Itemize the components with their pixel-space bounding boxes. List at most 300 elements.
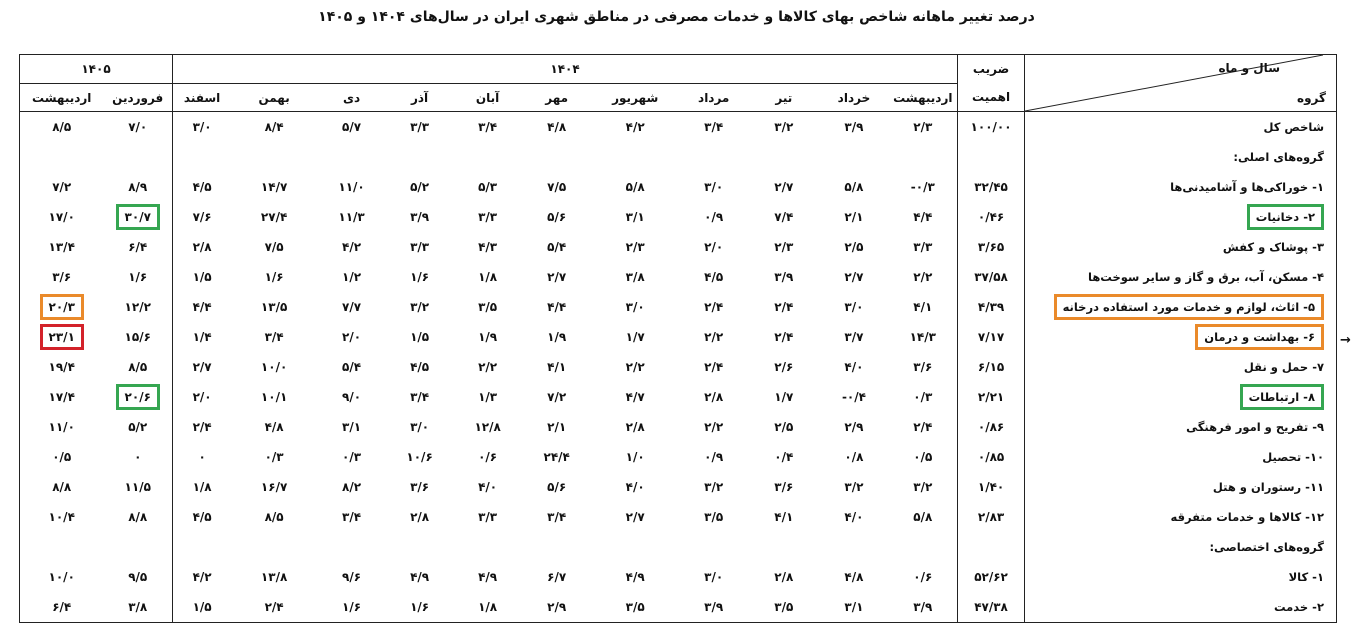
weight-cell: [958, 532, 1025, 562]
table-row: [20, 112, 1337, 143]
value-cell-1405: [103, 382, 172, 412]
row-label-cell: [1025, 442, 1337, 472]
value-cell-1404: ۲/۷: [844, 270, 864, 284]
weight-header-2: اهمیت: [958, 84, 1025, 112]
value-cell-1404: [231, 142, 317, 172]
value-cell-1404: ۳/۳: [410, 240, 430, 254]
value-cell-1404: ۳/۵: [774, 600, 794, 614]
value-cell-1404: ۳/۰: [625, 300, 645, 314]
value-cell-1405: ۹/۵: [128, 570, 148, 584]
value-cell-1404: ۱/۷: [625, 330, 645, 344]
value-cell-1404: ۵/۷: [342, 120, 362, 134]
value-cell-1405: ۸/۵: [128, 360, 148, 374]
value-cell-1404: ۷/۶: [173, 202, 232, 232]
row-label: ۱۰- تحصیل: [1262, 450, 1324, 464]
value-cell-1404: ۱/۶: [410, 600, 430, 614]
month-header-1404: بهمن: [231, 84, 317, 112]
value-cell-1405: ۱۰/۴: [48, 510, 75, 524]
value-cell-1405: [20, 322, 104, 352]
value-cell-1404: ۵/۸: [844, 180, 864, 194]
value-cell-1404: ۴/۳: [478, 240, 498, 254]
value-cell-1404: ۳/۹: [913, 600, 933, 614]
value-cell-1404: [888, 532, 957, 562]
value-cell-1404: ۴/۱: [913, 300, 933, 314]
value-cell-1404: ۳/۵: [704, 510, 724, 524]
value-cell-1404: ۶/۷: [547, 570, 567, 584]
value-cell-1404: ۱۱/۰: [338, 180, 365, 194]
value-cell-1404: ۳/۰: [173, 112, 232, 143]
table-row: [20, 592, 1337, 623]
row-label: ۱۲- کالاها و خدمات متفرقه: [1170, 510, 1324, 524]
value-cell-1404: ۴/۰: [478, 480, 498, 494]
value-cell-1404: ۷/۲: [547, 390, 567, 404]
month-header-1404: شهریور: [591, 84, 679, 112]
value-cell-1404: ۳/۳: [478, 210, 498, 224]
row-label: ۲- خدمت: [1273, 600, 1324, 614]
value-cell-1404: ۴/۱: [547, 360, 567, 374]
value-cell-1404: ۰/۸: [844, 450, 864, 464]
value-cell-1404: ۵/۶: [547, 480, 567, 494]
value-cell-1404: ۴/۲: [625, 120, 645, 134]
value-cell-1404: ۱۳/۸: [260, 570, 288, 584]
value-cell-1404: ۰/۳-: [910, 180, 935, 194]
value-cell-1404: ۱/۸: [173, 472, 232, 502]
month-header-1404: مهر: [522, 84, 591, 112]
highlighted-value: ۲۰/۳: [40, 294, 84, 320]
row-label-cell: [1025, 322, 1337, 352]
weight-cell: ۴۷/۳۸: [958, 592, 1025, 623]
value-cell-1404: ۳/۲: [410, 300, 430, 314]
value-cell-1405: ۷/۰: [128, 120, 148, 134]
row-label-cell: [1025, 232, 1337, 262]
value-cell-1404: ۳/۴: [264, 330, 284, 344]
value-cell-1404: ۴/۰: [844, 360, 864, 374]
value-cell-1404: [591, 142, 679, 172]
row-label: ۴- مسکن، آب، برق و گاز و سایر سوخت‌ها: [1088, 270, 1324, 284]
value-cell-1404: ۵/۲: [410, 180, 430, 194]
weight-cell: ۱۰۰/۰۰: [958, 112, 1025, 143]
value-cell-1405: [103, 142, 172, 172]
table-row: [20, 262, 1337, 292]
value-cell-1405: ۸/۵: [52, 120, 72, 134]
row-label-cell: [1025, 562, 1337, 592]
weight-cell: ۲/۲۱: [958, 382, 1025, 412]
value-cell-1404: ۱/۳: [478, 390, 498, 404]
value-cell-1405: ۵/۲: [128, 420, 148, 434]
value-cell-1404: ۰/۶: [478, 450, 498, 464]
value-cell-1404: [888, 142, 957, 172]
value-cell-1404: ۱/۰: [625, 450, 645, 464]
weight-cell: ۷/۱۷: [958, 322, 1025, 352]
value-cell-1405: ۱۰/۰: [48, 570, 75, 584]
corner-header: [1025, 55, 1337, 112]
row-label-cell: [1025, 202, 1337, 232]
value-cell-1404: ۳/۴: [704, 120, 724, 134]
value-cell-1404: [522, 142, 591, 172]
row-label: ۸- ارتباطات: [1240, 384, 1324, 410]
value-cell-1405: [103, 532, 172, 562]
value-cell-1404: ۲۴/۴: [543, 450, 570, 464]
value-cell-1404: ۲/۸: [704, 390, 724, 404]
value-cell-1404: ۱/۵: [410, 330, 430, 344]
row-label: ۱- کالا: [1288, 570, 1324, 584]
value-cell-1404: ۴/۵: [173, 172, 232, 202]
value-cell-1404: [386, 142, 453, 172]
value-cell-1404: ۵/۸: [913, 510, 933, 524]
weight-cell: ۴/۳۹: [958, 292, 1025, 322]
row-label: ۶- بهداشت و درمان: [1195, 324, 1324, 350]
value-cell-1404: ۲/۷: [625, 510, 645, 524]
value-cell-1404: ۳/۲: [913, 480, 933, 494]
value-cell-1404: ۱۰/۰: [260, 360, 288, 374]
value-cell-1404: ۳/۲: [704, 480, 724, 494]
table-row: [20, 292, 1337, 322]
value-cell-1405: [20, 532, 104, 562]
value-cell-1404: ۰/۴: [774, 450, 794, 464]
value-cell-1404: ۳/۲: [844, 480, 864, 494]
value-cell-1404: [819, 532, 888, 562]
side-arrow: →: [1340, 333, 1351, 348]
row-label: ۳- پوشاک و کفش: [1222, 240, 1324, 254]
value-cell-1404: [173, 532, 232, 562]
row-label-cell: [1025, 382, 1337, 412]
value-cell-1404: ۳/۷: [844, 330, 864, 344]
value-cell-1404: ۱/۴: [173, 322, 232, 352]
value-cell-1404: ۳/۰: [844, 300, 864, 314]
value-cell-1404: ۳/۹: [774, 270, 794, 284]
table-row: [20, 412, 1337, 442]
value-cell-1404: ۲/۱: [844, 210, 864, 224]
value-cell-1404: ۲/۸: [173, 232, 232, 262]
value-cell-1404: [679, 142, 748, 172]
value-cell-1404: ۲/۰: [173, 382, 232, 412]
month-header-1405: فروردین: [103, 84, 172, 112]
value-cell-1405: ۰/۵: [52, 450, 72, 464]
value-cell-1404: [748, 142, 819, 172]
section-row: [20, 142, 1337, 172]
value-cell-1405: ۱۱/۵: [124, 480, 151, 494]
value-cell-1404: ۲/۷: [774, 180, 794, 194]
value-cell-1404: ۳/۵: [478, 300, 498, 314]
value-cell-1404: ۴/۷: [625, 390, 645, 404]
value-cell-1404: ۸/۴: [264, 120, 284, 134]
value-cell-1404: ۴/۹: [410, 570, 430, 584]
table-row: [20, 562, 1337, 592]
value-cell-1404: ۰/۳: [913, 390, 933, 404]
value-cell-1405: ۶/۴: [52, 600, 72, 614]
row-label-cell: [1025, 172, 1337, 202]
value-cell-1404: ۳/۹: [410, 210, 430, 224]
value-cell-1404: ۹/۶: [342, 570, 362, 584]
value-cell-1404: ۴/۲: [173, 562, 232, 592]
value-cell-1404: [522, 532, 591, 562]
section-row: [20, 532, 1337, 562]
value-cell-1405: ۱۳/۴: [48, 240, 75, 254]
value-cell-1404: ۱/۶: [264, 270, 284, 284]
value-cell-1404: [231, 532, 317, 562]
highlighted-value: ۲۰/۶: [116, 384, 160, 410]
value-cell-1404: ۵/۴: [342, 360, 362, 374]
table-row: [20, 502, 1337, 532]
value-cell-1404: ۳/۰: [704, 180, 724, 194]
value-cell-1404: ۲/۸: [625, 420, 645, 434]
value-cell-1404: ۰/۶: [913, 570, 933, 584]
weight-cell: ۰/۸۶: [958, 412, 1025, 442]
value-cell-1404: ۲/۸: [410, 510, 430, 524]
value-cell-1404: ۳/۱: [342, 420, 362, 434]
value-cell-1405: ۱۷/۰: [48, 210, 75, 224]
value-cell-1404: ۳/۴: [342, 510, 362, 524]
value-cell-1404: ۷/۵: [547, 180, 567, 194]
value-cell-1404: ۲/۲: [625, 360, 645, 374]
value-cell-1404: ۲/۴: [173, 412, 232, 442]
value-cell-1404: ۸/۵: [264, 510, 284, 524]
row-label-cell: [1025, 532, 1337, 562]
row-label: شاخص کل: [1263, 120, 1324, 134]
value-cell-1404: ۱/۸: [478, 600, 498, 614]
value-cell-1404: ۳/۱: [844, 600, 864, 614]
value-cell-1405: ۱۱/۰: [48, 420, 75, 434]
value-cell-1404: ۴/۵: [704, 270, 724, 284]
row-label-cell: [1025, 412, 1337, 442]
value-cell-1404: ۵/۸: [625, 180, 645, 194]
table-row: [20, 382, 1337, 412]
month-header-1404: آبان: [453, 84, 522, 112]
value-cell-1404: [453, 532, 522, 562]
value-cell-1404: ۳/۳: [913, 240, 933, 254]
value-cell-1404: ۷/۵: [264, 240, 284, 254]
value-cell-1404: ۷/۷: [342, 300, 362, 314]
value-cell-1404: ۰/۹: [704, 210, 724, 224]
value-cell-1404: ۲/۳: [913, 120, 933, 134]
value-cell-1404: ۴/۴: [547, 300, 567, 314]
value-cell-1405: ۱۹/۴: [48, 360, 75, 374]
value-cell-1404: ۳/۵: [625, 600, 645, 614]
month-header-1404: اسفند: [173, 84, 232, 112]
value-cell-1404: ۳/۶: [774, 480, 794, 494]
value-cell-1404: ۲/۱: [547, 420, 567, 434]
month-header-1404: خرداد: [819, 84, 888, 112]
value-cell-1404: ۳/۶: [410, 480, 430, 494]
row-label-cell: [1025, 142, 1337, 172]
value-cell-1404: ۱/۲: [342, 270, 362, 284]
value-cell-1404: ۲/۸: [774, 570, 794, 584]
table-row: [20, 202, 1337, 232]
value-cell-1405: ۱۷/۴: [48, 390, 75, 404]
value-cell-1404: ۲/۲: [478, 360, 498, 374]
row-label: گروه‌های اختصاصی:: [1209, 540, 1324, 554]
value-cell-1404: ۲/۲: [913, 270, 933, 284]
row-label-cell: [1025, 502, 1337, 532]
value-cell-1404: ۴/۰: [844, 510, 864, 524]
table-row: [20, 172, 1337, 202]
value-cell-1404: ۴/۵: [173, 502, 232, 532]
value-cell-1404: [748, 532, 819, 562]
value-cell-1405: ۱۵/۶: [124, 330, 151, 344]
weight-cell: [958, 142, 1025, 172]
value-cell-1405: ۳/۶: [52, 270, 72, 284]
value-cell-1404: ۴/۴: [913, 210, 933, 224]
value-cell-1405: ۱/۶: [128, 270, 148, 284]
year-1405-header: ۱۴۰۵: [20, 55, 173, 84]
row-label: ۷- حمل و نقل: [1243, 360, 1324, 374]
weight-cell: ۵۲/۶۲: [958, 562, 1025, 592]
value-cell-1404: ۲۷/۴: [260, 210, 288, 224]
value-cell-1404: ۱/۸: [478, 270, 498, 284]
value-cell-1404: ۳/۶: [913, 360, 933, 374]
value-cell-1404: ۲/۵: [774, 420, 794, 434]
table-row: [20, 232, 1337, 262]
table-row: [20, 322, 1337, 352]
title-text: درصد تغییر ماهانه شاخص بهای کالاها و خدمات مصرفی در مناطق شهری ایران در سال‌های ۱۴۰۴ و ۱۴۰۵: [318, 9, 1035, 25]
row-label: ۵- اثاث، لوازم و خدمات مورد استفاده درخانه: [1054, 294, 1324, 320]
highlighted-value: ۳۰/۷: [116, 204, 160, 230]
value-cell-1404: ۲/۲: [704, 330, 724, 344]
value-cell-1404: ۵/۳: [478, 180, 498, 194]
value-cell-1404: ۴/۰: [625, 480, 645, 494]
value-cell-1404: ۳/۲: [774, 120, 794, 134]
page-title: [0, 8, 1353, 26]
value-cell-1404: ۱/۶: [410, 270, 430, 284]
month-header-1404: اردیبهشت: [888, 84, 957, 112]
value-cell-1404: ۱۴/۷: [260, 180, 288, 194]
value-cell-1404: ۳/۸: [625, 270, 645, 284]
value-cell-1404: ۴/۱: [774, 510, 794, 524]
value-cell-1404: [453, 142, 522, 172]
weight-cell: ۰/۸۵: [958, 442, 1025, 472]
value-cell-1404: ۱/۹: [478, 330, 498, 344]
value-cell-1404: ۲/۴: [774, 330, 794, 344]
value-cell-1404: ۱/۹: [547, 330, 567, 344]
row-label-cell: [1025, 592, 1337, 623]
value-cell-1404: ۰/۹: [704, 450, 724, 464]
value-cell-1404: ۲/۳: [774, 240, 794, 254]
value-cell-1404: ۱۱/۳: [338, 210, 365, 224]
month-header-1404: دی: [317, 84, 386, 112]
value-cell-1405: [20, 292, 104, 322]
value-cell-1405: [20, 142, 104, 172]
value-cell-1404: ۱۰/۶: [406, 450, 433, 464]
value-cell-1404: [591, 532, 679, 562]
value-cell-1404: ۴/۸: [264, 420, 284, 434]
value-cell-1404: ۲/۵: [844, 240, 864, 254]
value-cell-1405: ۸/۹: [128, 180, 148, 194]
value-cell-1404: ۲/۴: [704, 300, 724, 314]
value-cell-1404: ۲/۰: [704, 240, 724, 254]
value-cell-1404: [173, 142, 232, 172]
value-cell-1404: ۲/۴: [704, 360, 724, 374]
value-cell-1404: ۴/۹: [478, 570, 498, 584]
month-header-1405: اردیبهشت: [20, 84, 104, 112]
year-1404-header: ۱۴۰۴: [173, 55, 958, 84]
value-cell-1404: ۲/۹: [547, 600, 567, 614]
value-cell-1404: ۱/۵: [173, 262, 232, 292]
value-cell-1404: ۲/۷: [547, 270, 567, 284]
value-cell-1404: ۳/۹: [844, 120, 864, 134]
weight-cell: ۰/۴۶: [958, 202, 1025, 232]
value-cell-1405: ۱۲/۲: [124, 300, 151, 314]
value-cell-1404: ۱/۶: [342, 600, 362, 614]
value-cell-1404: ۴/۲: [342, 240, 362, 254]
value-cell-1404: ۰/۳: [342, 450, 362, 464]
row-label: ۲- دخانیات: [1247, 204, 1324, 230]
value-cell-1404: ۵/۴: [547, 240, 567, 254]
month-header-1404: مرداد: [679, 84, 748, 112]
value-cell-1404: ۳/۴: [410, 390, 430, 404]
weight-cell: ۳/۶۵: [958, 232, 1025, 262]
value-cell-1404: ۱۳/۵: [260, 300, 288, 314]
row-label-cell: [1025, 262, 1337, 292]
month-header-1404: آذر: [386, 84, 453, 112]
row-label-cell: [1025, 112, 1337, 143]
value-cell-1404: ۳/۹: [704, 600, 724, 614]
value-cell-1404: ۲/۳: [625, 240, 645, 254]
value-cell-1405: ۸/۸: [52, 480, 72, 494]
row-label: ۱- خوراکی‌ها و آشامیدنی‌ها: [1170, 180, 1324, 194]
value-cell-1404: ۴/۹: [625, 570, 645, 584]
value-cell-1404: ۲/۰: [342, 330, 362, 344]
value-cell-1404: ۳/۳: [478, 510, 498, 524]
value-cell-1404: ۲/۲: [704, 420, 724, 434]
value-cell-1404: ۹/۰: [342, 390, 362, 404]
value-cell-1404: ۳/۱: [625, 210, 645, 224]
value-cell-1404: ۵/۶: [547, 210, 567, 224]
value-cell-1404: [679, 532, 748, 562]
value-cell-1404: ۴/۸: [547, 120, 567, 134]
value-cell-1404: ۰/۴-: [841, 390, 866, 404]
value-cell-1404: ۷/۴: [774, 210, 794, 224]
row-label: ۹- تفریح و امور فرهنگی: [1186, 420, 1324, 434]
weight-cell: ۱/۴۰: [958, 472, 1025, 502]
weight-cell: ۳۲/۴۵: [958, 172, 1025, 202]
value-cell-1404: ۴/۴: [173, 292, 232, 322]
highlighted-value: ۲۳/۱: [40, 324, 84, 350]
value-cell-1404: ۲/۴: [913, 420, 933, 434]
value-cell-1404: ۱/۷: [774, 390, 794, 404]
value-cell-1404: ۱/۵: [173, 592, 232, 623]
table-row: [20, 352, 1337, 382]
value-cell-1404: [819, 142, 888, 172]
value-cell-1405: [103, 202, 172, 232]
value-cell-1404: ۱۲/۸: [474, 420, 501, 434]
weight-cell: ۶/۱۵: [958, 352, 1025, 382]
value-cell-1404: ۱۶/۷: [260, 480, 288, 494]
value-cell-1404: ۱۴/۳: [909, 330, 936, 344]
value-cell-1404: ۰/۳: [264, 450, 284, 464]
weight-header-1: ضریب: [958, 55, 1025, 84]
row-label: گروه‌های اصلی:: [1233, 150, 1324, 164]
value-cell-1404: ۲/۷: [173, 352, 232, 382]
value-cell-1404: ۳/۰: [410, 420, 430, 434]
row-label-cell: [1025, 472, 1337, 502]
value-cell-1404: [317, 142, 386, 172]
value-cell-1405: ۷/۲: [52, 180, 72, 194]
row-label-cell: [1025, 292, 1337, 322]
cpi-table: [19, 54, 1337, 623]
value-cell-1404: [386, 532, 453, 562]
value-cell-1404: ۲/۴: [264, 600, 284, 614]
value-cell-1404: ۳/۰: [704, 570, 724, 584]
year-month-label: سال و ماه: [1218, 61, 1280, 75]
value-cell-1404: ۰/۵: [913, 450, 933, 464]
weight-cell: ۲/۸۳: [958, 502, 1025, 532]
value-cell-1404: ۲/۶: [774, 360, 794, 374]
value-cell-1405: ۳/۸: [128, 600, 148, 614]
group-label: گروه: [1297, 91, 1326, 105]
value-cell-1404: ۲/۴: [774, 300, 794, 314]
value-cell-1404: ۳/۴: [478, 120, 498, 134]
table-row: [20, 442, 1337, 472]
